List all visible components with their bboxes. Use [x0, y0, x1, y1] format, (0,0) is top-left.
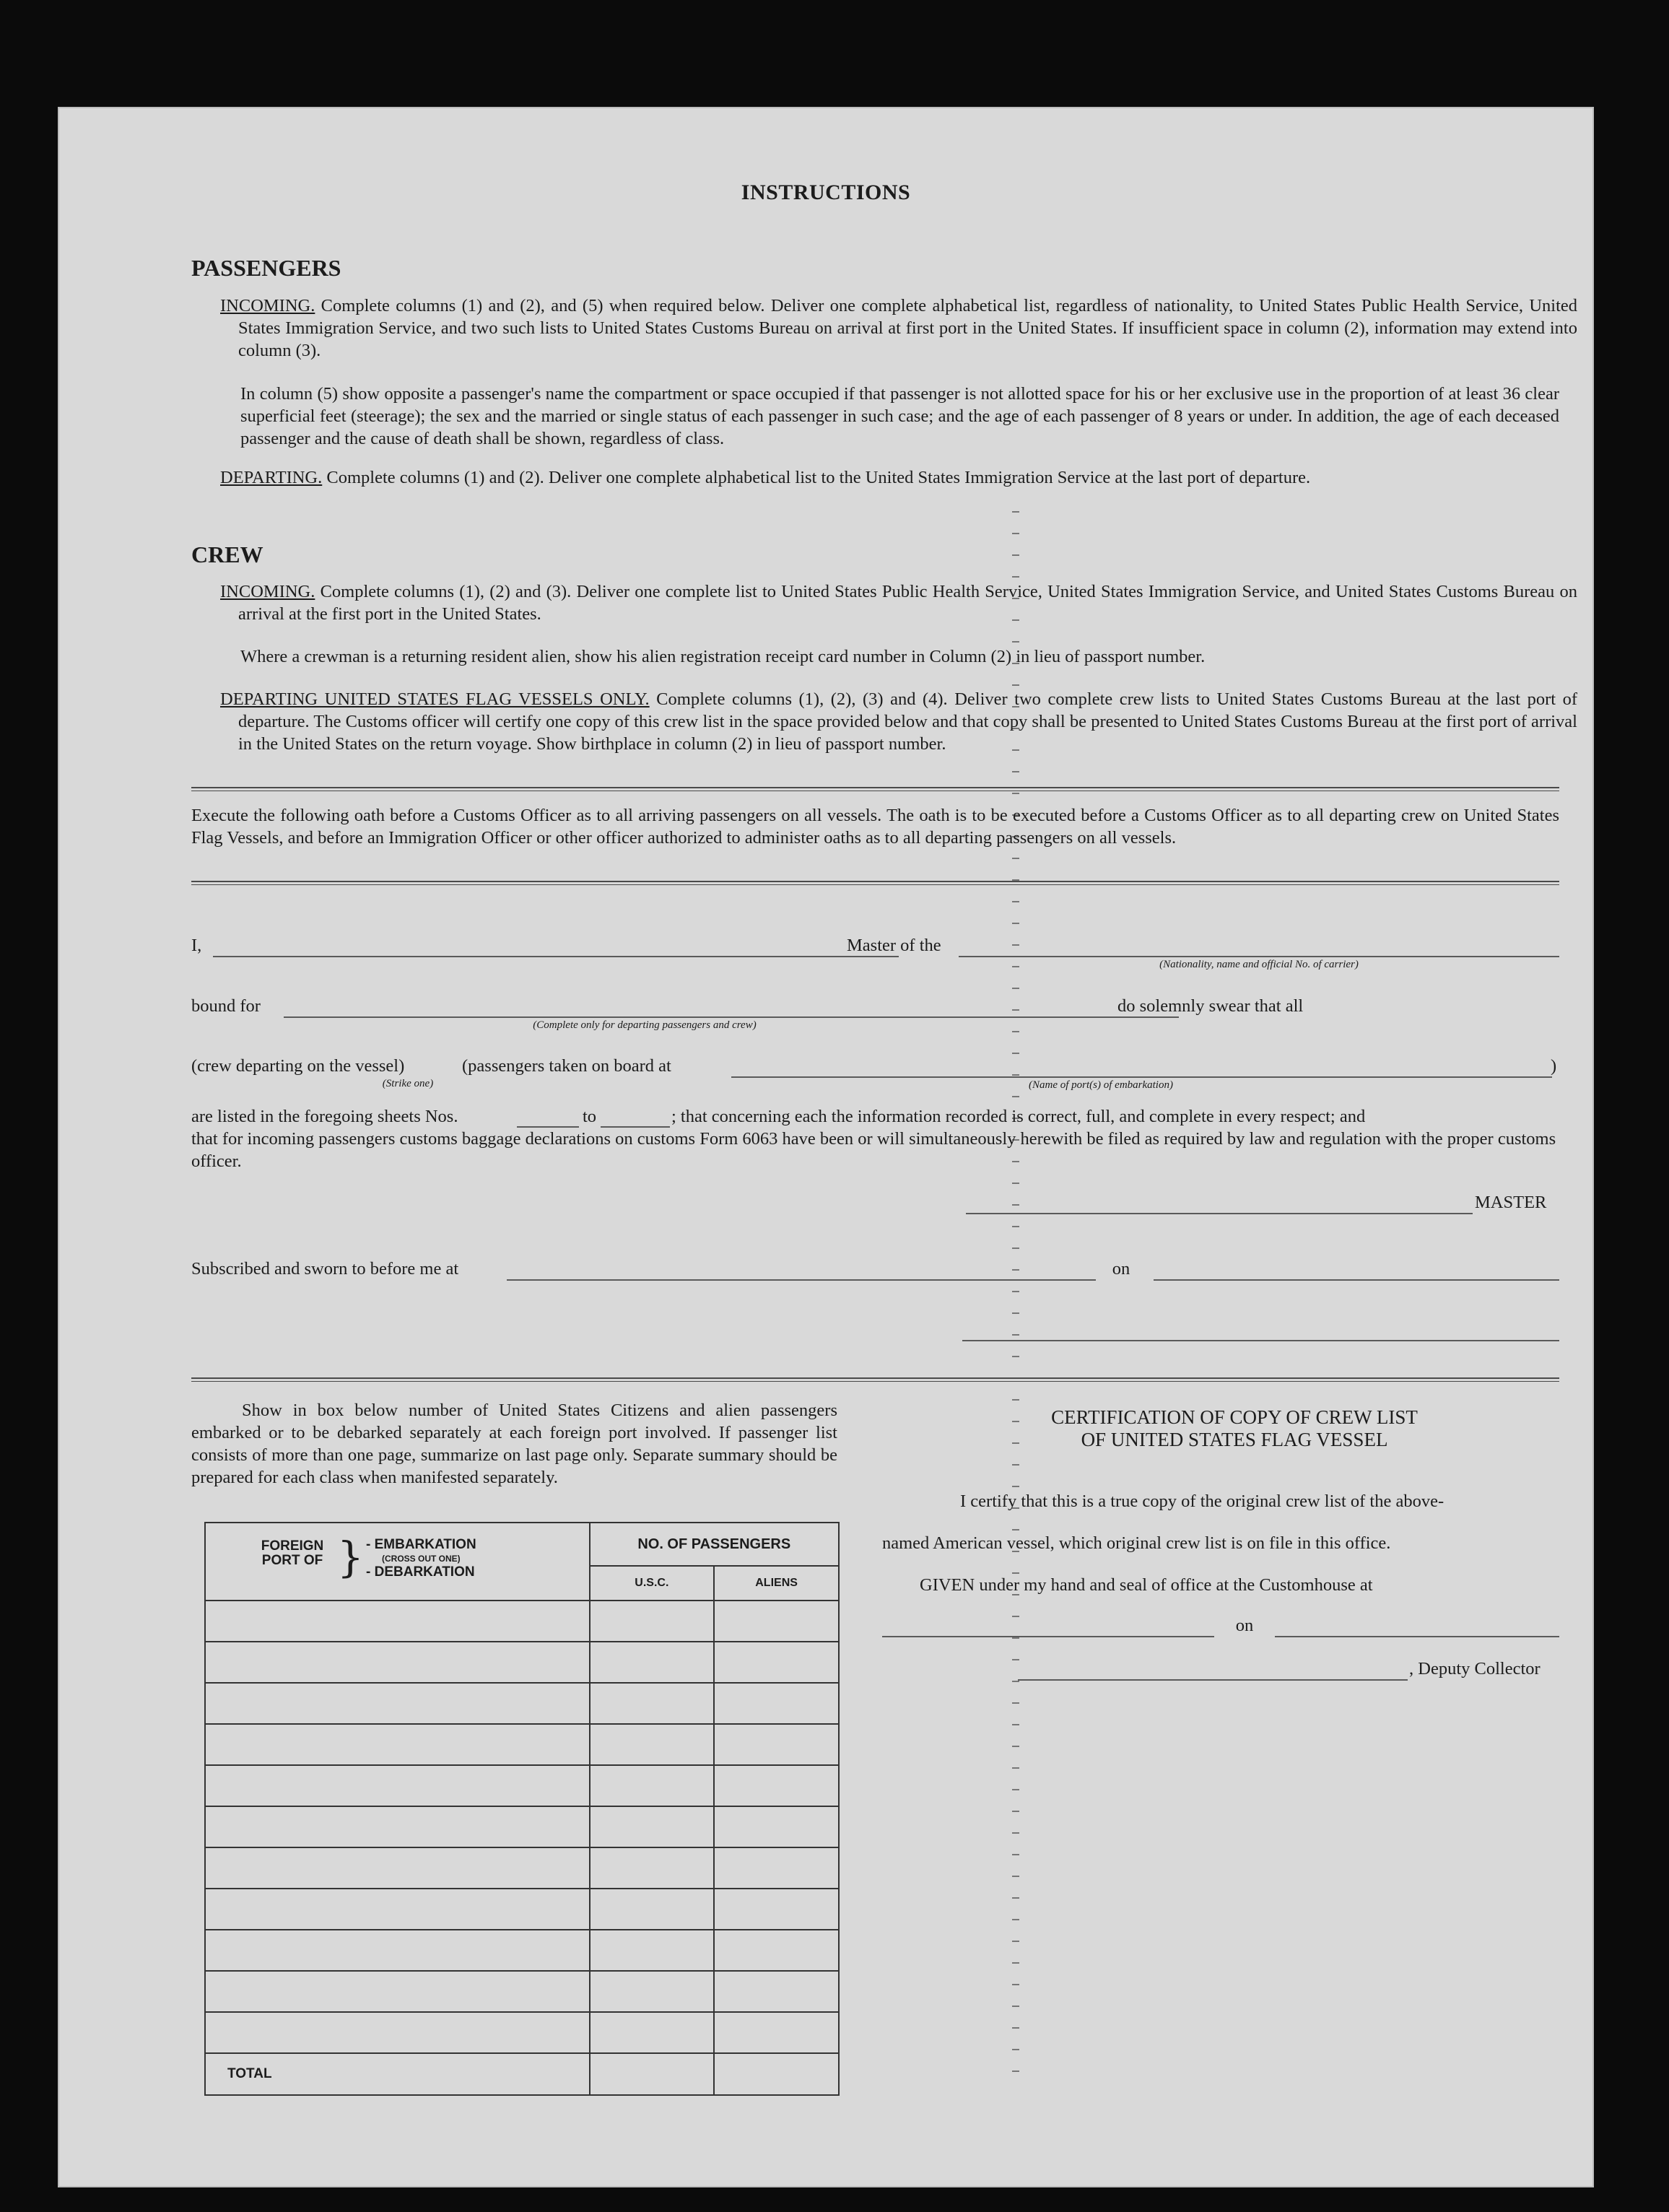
port-header-cell: [205, 1523, 590, 1601]
perforation-mark: [1012, 1919, 1019, 1920]
bound-for-label: bound for: [191, 996, 261, 1016]
certification-heading: [910, 1406, 1559, 1451]
crew-departing-option: (crew departing on the vessel): [191, 1056, 405, 1076]
perforation-mark: [1012, 1789, 1019, 1790]
usc-cell[interactable]: [590, 1601, 715, 1642]
perforation-mark: [1012, 2071, 1019, 2072]
crew-departing-paragraph: [220, 688, 1577, 755]
passengers-taken-label: (passengers taken on board at: [462, 1056, 671, 1076]
total-usc-cell[interactable]: [590, 2053, 715, 2095]
perforation-mark: [1012, 576, 1019, 578]
master-name-field[interactable]: [213, 956, 899, 957]
perforation-mark: [1012, 1572, 1019, 1574]
total-aliens-cell[interactable]: [714, 2053, 839, 2095]
resident-alien-paragraph: Where a crewman is a returning resident alien, show his alien registration receipt card number in Column (2) in lieu of passport number.: [240, 647, 1206, 666]
departing-label: DEPARTING.: [220, 468, 323, 487]
complete-only-hint: (Complete only for departing passengers and crew): [533, 1019, 757, 1031]
given-line: GIVEN under my hand and seal of office at the Customhouse at: [920, 1575, 1373, 1595]
port-cell[interactable]: [205, 1889, 590, 1930]
perforation-mark: [1012, 1464, 1019, 1466]
port-cell[interactable]: [205, 1971, 590, 2012]
cross-out-one-label: (CROSS OUT ONE): [382, 1554, 461, 1564]
name-of-ports-hint: (Name of port(s) of embarkation): [1029, 1079, 1173, 1091]
table-row: [205, 1889, 839, 1930]
perforation-mark: [1012, 1009, 1019, 1011]
do-solemnly-label: do solemnly swear that all: [1117, 996, 1304, 1016]
perforation-mark: [1012, 1269, 1019, 1271]
crew-heading: CREW: [191, 541, 263, 567]
perforation-mark: [1012, 1962, 1019, 1964]
perforation-mark: [1012, 901, 1019, 902]
table-row: [205, 1971, 839, 2012]
perforation-mark: [1012, 2049, 1019, 2050]
table-row: [205, 1847, 839, 1889]
perforation-mark: [1012, 1811, 1019, 1812]
debarkation-label: - DEBARKATION: [366, 1564, 475, 1580]
master-label: MASTER: [1475, 1193, 1547, 1212]
double-rule: [191, 1377, 1559, 1382]
port-cell[interactable]: [205, 1724, 590, 1765]
subscribed-label: Subscribed and sworn to before me at: [191, 1259, 459, 1279]
perforation-mark: [1012, 1854, 1019, 1855]
perforation-mark: [1012, 1832, 1019, 1834]
usc-cell[interactable]: [590, 1642, 715, 1683]
port-cell[interactable]: [205, 1601, 590, 1642]
perforation-mark: [1012, 1681, 1019, 1682]
table-row: [205, 1601, 839, 1642]
total-label: TOTAL: [205, 2053, 590, 2095]
perforation-mark: [1012, 1529, 1019, 1530]
usc-cell[interactable]: [590, 1971, 715, 2012]
usc-cell[interactable]: [590, 2012, 715, 2053]
port-cell[interactable]: [205, 1806, 590, 1847]
table-row: [205, 1724, 839, 1765]
listed-to: to: [583, 1107, 597, 1126]
usc-cell[interactable]: [590, 1724, 715, 1765]
table-row: [205, 1683, 839, 1724]
incoming-text: Complete columns (1) and (2), and (5) when required below. Deliver one complete alphabetical list, regardless of nationality, to United States Public Health Service, United States Immigration Service, and two such lists to United States Customs Bureau on arrival at first port in the United States. If insufficient space in column (2), information may extend into column (3).: [238, 296, 1577, 360]
perforation-mark: [1012, 923, 1019, 924]
double-rule: [191, 787, 1559, 791]
certify-line-2: named American vessel, which original crew list is on file in this office.: [882, 1533, 1391, 1553]
summary-intro: Show in box below number of United States Citizens and alien passengers embarked or to be debarked separately at each foreign port involved. If passenger list consists of more than one page, summarize on last page only. Separate summary should be prepared for each class when manifested separately.: [191, 1401, 837, 1487]
perforation-mark: [1012, 1486, 1019, 1487]
binding-tab: [1594, 237, 1613, 323]
perforation-mark: [1012, 1746, 1019, 1747]
aliens-cell[interactable]: [714, 1642, 839, 1683]
crew-departing-label: DEPARTING UNITED STATES FLAG VESSELS ONLY.: [220, 689, 650, 709]
perforation-mark: [1012, 1312, 1019, 1314]
certification-heading-line2: OF UNITED STATES FLAG VESSEL: [1081, 1429, 1388, 1450]
sworn-date-field[interactable]: [1154, 1279, 1559, 1281]
usc-cell[interactable]: [590, 1930, 715, 1971]
perforation-mark: [1012, 1702, 1019, 1704]
perforation-mark: [1012, 944, 1019, 946]
perforation-mark: [1012, 684, 1019, 686]
perforation-mark: [1012, 1334, 1019, 1336]
port-cell[interactable]: [205, 2012, 590, 2053]
brace-icon: }: [337, 1533, 364, 1582]
no-of-passengers-header: NO. OF PASSENGERS: [590, 1523, 839, 1566]
passengers-departing-paragraph: [220, 466, 1577, 489]
perforation-mark: [1012, 1724, 1019, 1725]
certify-line-1: I certify that this is a true copy of the original crew list of the above-: [960, 1492, 1444, 1511]
sworn-place-field[interactable]: [507, 1279, 1096, 1281]
listed-text-2: ; that concerning each the information recorded is correct, full, and complete in every respect; and: [671, 1107, 1366, 1126]
usc-cell[interactable]: [590, 1847, 715, 1889]
perforation-mark: [1012, 1356, 1019, 1357]
crew-incoming-paragraph: [220, 580, 1577, 625]
perforation-mark: [1012, 2027, 1019, 2029]
aliens-cell[interactable]: [714, 1765, 839, 1806]
binding-tab: [1594, 2020, 1613, 2107]
page-title: INSTRUCTIONS: [741, 180, 911, 204]
deputy-collector-label: , Deputy Collector: [1409, 1659, 1541, 1678]
aliens-header: ALIENS: [714, 1566, 839, 1601]
port-cell[interactable]: [205, 1930, 590, 1971]
perforation-mark: [1012, 554, 1019, 556]
total-row: [205, 2053, 839, 2095]
aliens-cell[interactable]: [714, 1724, 839, 1765]
perforation-mark: [1012, 1659, 1019, 1660]
perforation-mark: [1012, 858, 1019, 859]
perforation-mark: [1012, 988, 1019, 989]
customhouse-field[interactable]: [882, 1636, 1214, 1637]
departing-text: Complete columns (1) and (2). Deliver one complete alphabetical list to the United States Immigration Service at the last port of departure.: [322, 468, 1311, 487]
perforation-mark: [1012, 1096, 1019, 1097]
perforation-mark: [1012, 1876, 1019, 1877]
usc-cell[interactable]: [590, 1806, 715, 1847]
column5-paragraph: In column (5) show opposite a passenger's name the compartment or space occupied if that passenger is not allotted space for his or her exclusive use in the proportion of at least 36 clear superficial feet (steerage); the sex and the married or single status of each passenger in such case; and the age of each passenger of 8 years or under. In addition, the age of each deceased passenger and the cause of death shall be shown, regardless of class.: [240, 384, 1559, 448]
usc-header: U.S.C.: [590, 1566, 715, 1601]
certification-heading-line1: CERTIFICATION OF COPY OF CREW LIST: [1051, 1406, 1418, 1428]
incoming-label: INCOMING.: [220, 296, 315, 315]
listed-text-rest: that for incoming passengers customs baggage declarations on customs Form 6063 have been or will simultaneously herewith be filed as required by law and regulation with the proper customs officer.: [191, 1129, 1556, 1171]
perforation-mark: [1012, 771, 1019, 772]
perforation-mark: [1012, 1941, 1019, 1942]
perforation-mark: [1012, 1399, 1019, 1401]
master-of-the-label: Master of the: [847, 936, 941, 955]
aliens-cell[interactable]: [714, 1971, 839, 2012]
perforation-mark: [1012, 1767, 1019, 1769]
port-cell[interactable]: [205, 1765, 590, 1806]
oath-i-label: I,: [191, 936, 202, 955]
port-cell[interactable]: [205, 1642, 590, 1683]
perforation-mark: [1012, 1226, 1019, 1227]
crew-incoming-label: INCOMING.: [220, 582, 315, 601]
aliens-cell[interactable]: [714, 1847, 839, 1889]
perforation-mark: [1012, 1247, 1019, 1249]
aliens-cell[interactable]: [714, 1889, 839, 1930]
nationality-hint: (Nationality, name and official No. of carrier): [1159, 959, 1359, 970]
perforation-mark: [1012, 1984, 1019, 1985]
port-cell[interactable]: [205, 1683, 590, 1724]
aliens-cell[interactable]: [714, 1601, 839, 1642]
table-row: [205, 1930, 839, 1971]
passenger-summary-table: [204, 1522, 840, 2096]
table-row: [205, 1765, 839, 1806]
close-paren: ): [1551, 1056, 1557, 1076]
perforation-mark: [1012, 1031, 1019, 1032]
deputy-collector-field[interactable]: [1018, 1679, 1408, 1681]
table-row: [205, 1806, 839, 1847]
form-page: [58, 107, 1594, 2187]
double-rule: [191, 881, 1559, 885]
aliens-cell[interactable]: [714, 2012, 839, 2053]
perforation-mark: [1012, 1897, 1019, 1899]
oath-intro: Execute the following oath before a Customs Officer as to all arriving passengers on all vessels. The oath is to be executed before a Customs Officer as to all departing crew on United States Flag Vessels, and before an Immigration Officer or other officer authorized to administer oaths as to all departing passengers on all vessels.: [191, 806, 1559, 848]
usc-cell[interactable]: [590, 1765, 715, 1806]
binding-tab: [1594, 1233, 1613, 1363]
aliens-cell[interactable]: [714, 1930, 839, 1971]
cert-date-field[interactable]: [1275, 1636, 1559, 1637]
perforation-mark: [1012, 1053, 1019, 1054]
perforation-mark: [1012, 533, 1019, 534]
foreign-port-of-label: FOREIGN PORT OF: [261, 1538, 324, 1568]
table-row: [205, 2012, 839, 2053]
embarkation-label: - EMBARKATION: [366, 1537, 476, 1552]
embarkation-ports-field[interactable]: [731, 1076, 1552, 1078]
strike-one-hint: (Strike one): [382, 1078, 434, 1089]
perforation-mark: [1012, 1291, 1019, 1292]
perforation-mark: [1012, 1204, 1019, 1206]
perforation-mark: [1012, 1183, 1019, 1184]
table-row: [205, 1642, 839, 1683]
crew-departing-text: Complete columns (1), (2), (3) and (4). Deliver two complete crew lists to United States Customs Bureau at the last port of departure. The Customs officer will certify one copy of this crew list in the space provided below and that copy shall be presented to United States Customs Bureau at the first port of arrival in the United States on the return voyage. Show birthplace in column (2) in lieu of passport number.: [238, 689, 1577, 754]
aliens-cell[interactable]: [714, 1683, 839, 1724]
sworn-on-label: on: [1112, 1259, 1130, 1279]
perforation-mark: [1012, 1616, 1019, 1617]
carrier-field[interactable]: [959, 956, 1559, 957]
perforation-mark: [1012, 641, 1019, 643]
aliens-cell[interactable]: [714, 1806, 839, 1847]
perforation-mark: [1012, 793, 1019, 794]
usc-cell[interactable]: [590, 1889, 715, 1930]
perforation-mark: [1012, 511, 1019, 513]
perforation-mark: [1012, 2006, 1019, 2007]
port-cell[interactable]: [205, 1847, 590, 1889]
passengers-incoming-paragraph: [220, 295, 1577, 362]
cert-on-label: on: [1235, 1616, 1254, 1635]
usc-cell[interactable]: [590, 1683, 715, 1724]
listed-text-1: are listed in the foregoing sheets Nos.: [191, 1107, 458, 1126]
perforation-mark: [1012, 1074, 1019, 1076]
master-signature-field[interactable]: [966, 1213, 1473, 1214]
officer-signature-field[interactable]: [962, 1340, 1559, 1341]
crew-incoming-text: Complete columns (1), (2) and (3). Deliver one complete list to United States Public Health Service, United States Immigration Service, and United States Customs Bureau on arrival at the first port in the United States.: [238, 582, 1577, 624]
perforation-mark: [1012, 1637, 1019, 1639]
bound-for-field[interactable]: [284, 1016, 1179, 1018]
passengers-heading: PASSENGERS: [191, 255, 341, 281]
